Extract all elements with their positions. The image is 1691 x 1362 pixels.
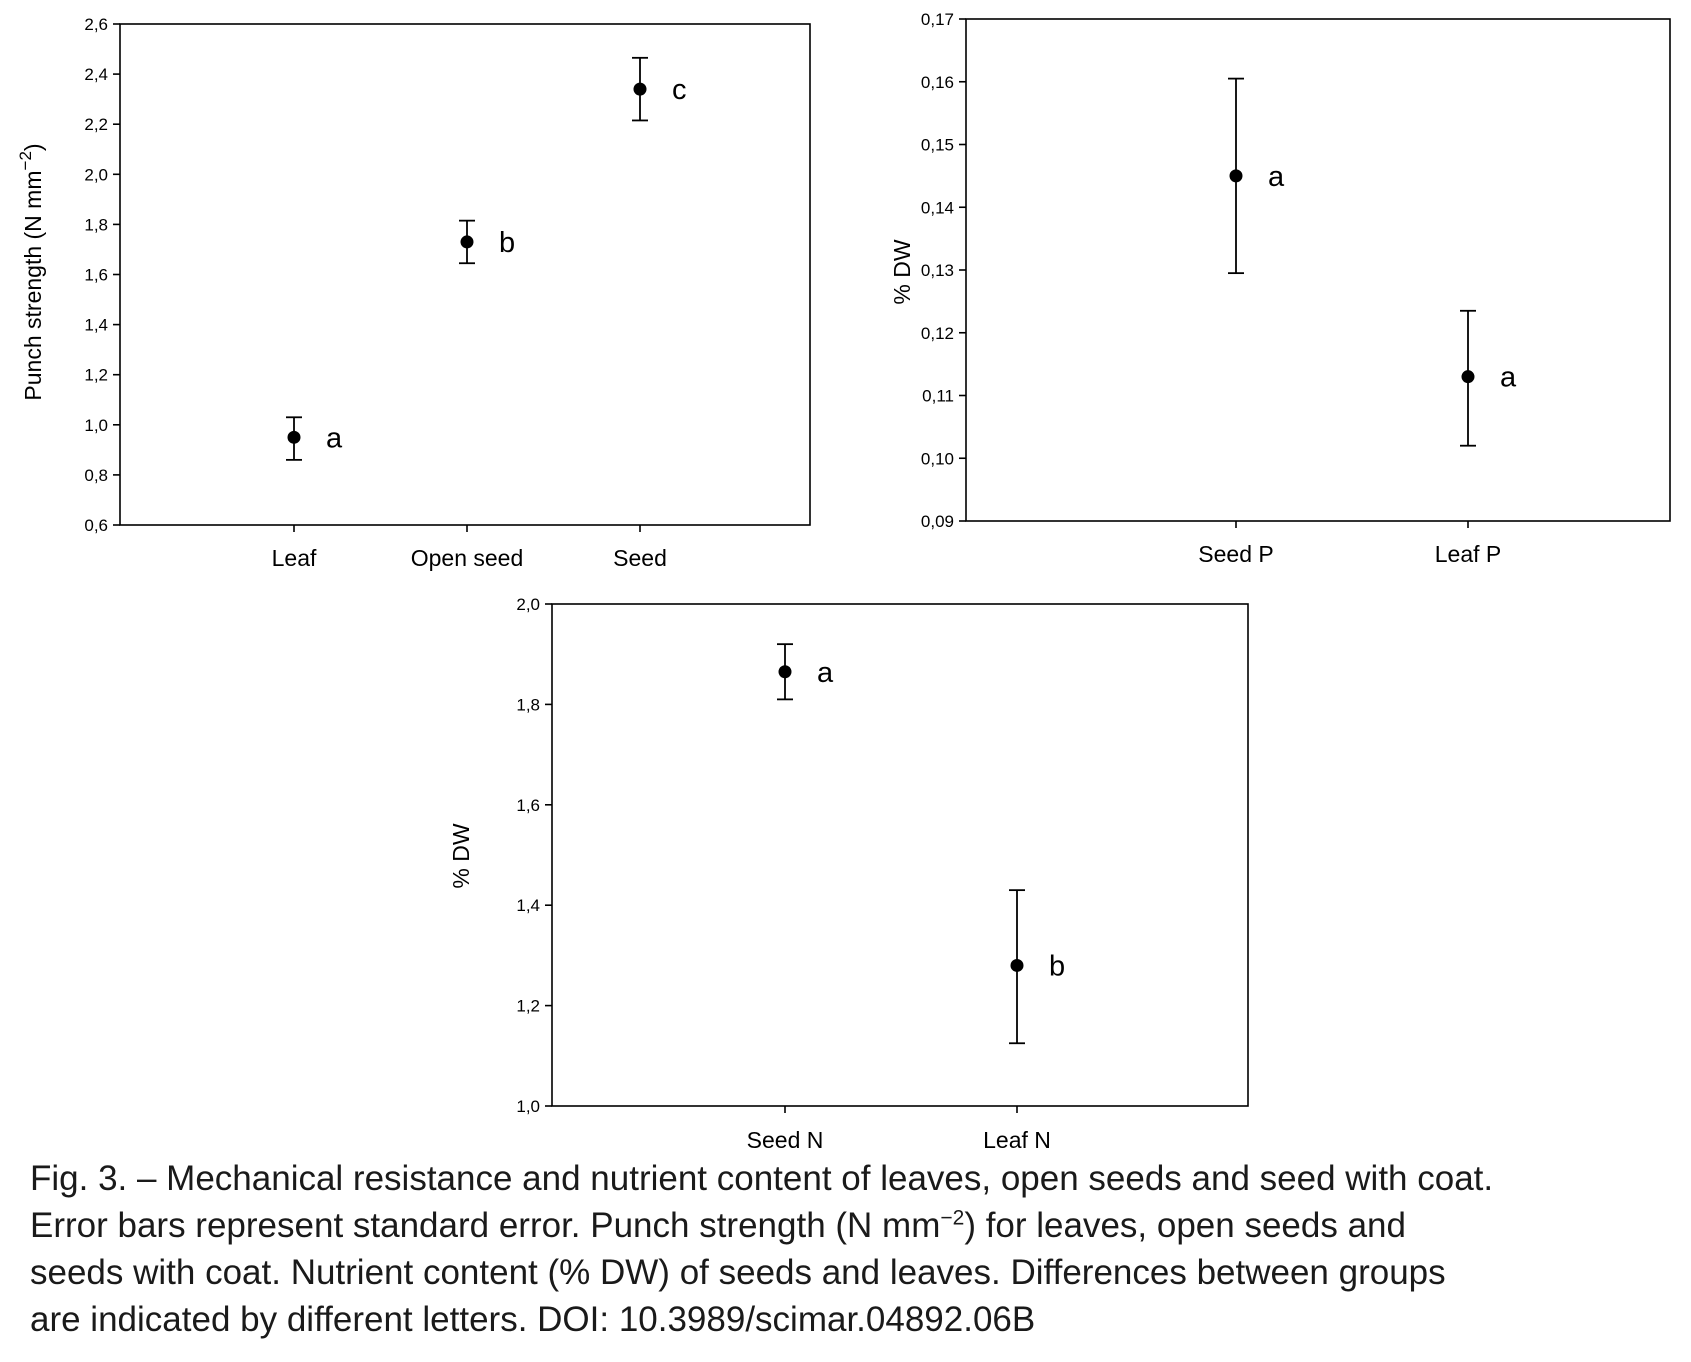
caption-line-3: seeds with coat. Nutrient content (% DW) of seeds and leaves. Differences between groups: [30, 1253, 1446, 1292]
y-tick-label: 0,14: [920, 198, 954, 218]
y-tick-label: 0,11: [922, 386, 954, 406]
y-tick-label: 1,8: [516, 695, 540, 715]
caption-superscript: −2: [940, 1206, 965, 1230]
plot-frame: [966, 19, 1670, 521]
x-category-label: Leaf: [271, 545, 317, 571]
y-tick-label: 2,0: [84, 165, 108, 185]
y-tick-label: 1,4: [84, 315, 108, 335]
data-point: [779, 665, 792, 678]
y-tick-label: 1,8: [84, 215, 108, 235]
y-tick-label: 0,12: [920, 323, 954, 343]
caption-line-1: Fig. 3. – Mechanical resistance and nutrient content of leaves, open seeds and seed with coat.: [30, 1159, 1494, 1198]
y-tick-label: 2,6: [84, 15, 108, 34]
data-point: [461, 235, 474, 248]
y-tick-label: 0,16: [920, 72, 954, 92]
y-tick-label: 0,09: [920, 512, 954, 531]
y-tick-label: 0,17: [920, 10, 954, 29]
x-category-label: Seed: [613, 545, 667, 571]
data-point: [1011, 959, 1024, 972]
y-tick-label: 0,6: [84, 516, 108, 535]
nitrogen-content-panel: [448, 595, 1248, 1150]
punch-strength-panel: [16, 15, 810, 571]
x-category-label: Seed N: [746, 1127, 824, 1150]
y-tick-label: 2,0: [516, 595, 540, 614]
caption-line-4: are indicated by different letters. DOI: 10.3989/scimar.04892.06B: [30, 1300, 1036, 1339]
plot-frame: [120, 24, 810, 525]
data-point: [1230, 169, 1243, 182]
y-axis-title: Punch strength (N $mm^{-2}$): [16, 143, 46, 401]
significance-letter: c: [672, 74, 687, 107]
x-category-label: Open seed: [410, 545, 524, 571]
y-tick-label: 1,2: [84, 365, 108, 385]
y-tick-label: 1,2: [516, 996, 540, 1016]
y-tick-label: 0,10: [920, 449, 954, 469]
y-tick-label: 0,8: [84, 465, 108, 485]
significance-letter: a: [817, 656, 834, 689]
y-axis-title-superscript: −2: [16, 151, 35, 171]
x-category-label: Leaf P: [1434, 541, 1502, 567]
y-axis-title-close: ): [20, 143, 46, 152]
significance-letter: a: [326, 422, 343, 455]
y-tick-label: 0,15: [920, 135, 954, 155]
caption-line-2b: ) for leaves, open seeds and: [964, 1206, 1406, 1245]
y-tick-label: 1,6: [84, 265, 108, 285]
x-category-label: Leaf N: [983, 1127, 1051, 1150]
y-tick-label: 1,0: [84, 415, 108, 435]
caption-line-2: [30, 1202, 1670, 1249]
y-tick-label: 0,13: [920, 261, 954, 280]
y-axis-title: % DW: [889, 239, 915, 305]
y-tick-label: 2,2: [84, 115, 108, 135]
plot-frame: [552, 604, 1248, 1106]
significance-letter: a: [1268, 160, 1285, 193]
data-point: [288, 431, 301, 444]
significance-letter: a: [1500, 361, 1517, 394]
x-category-label: Seed P: [1198, 541, 1274, 567]
y-tick-label: 1,6: [516, 795, 540, 815]
phosphorus-content-panel: [889, 10, 1670, 567]
significance-letter: b: [1049, 950, 1066, 983]
data-point: [634, 83, 647, 96]
y-tick-label: 1,4: [516, 896, 540, 916]
y-axis-title: % DW: [448, 823, 474, 889]
caption-line-2a: Error bars represent standard error. Punch strength (N mm: [30, 1206, 941, 1245]
y-tick-label: 2,4: [84, 65, 108, 85]
y-tick-label: 1,0: [516, 1097, 540, 1116]
significance-letter: b: [499, 226, 516, 259]
figure-caption: [30, 1155, 1670, 1343]
data-point: [1462, 370, 1475, 383]
